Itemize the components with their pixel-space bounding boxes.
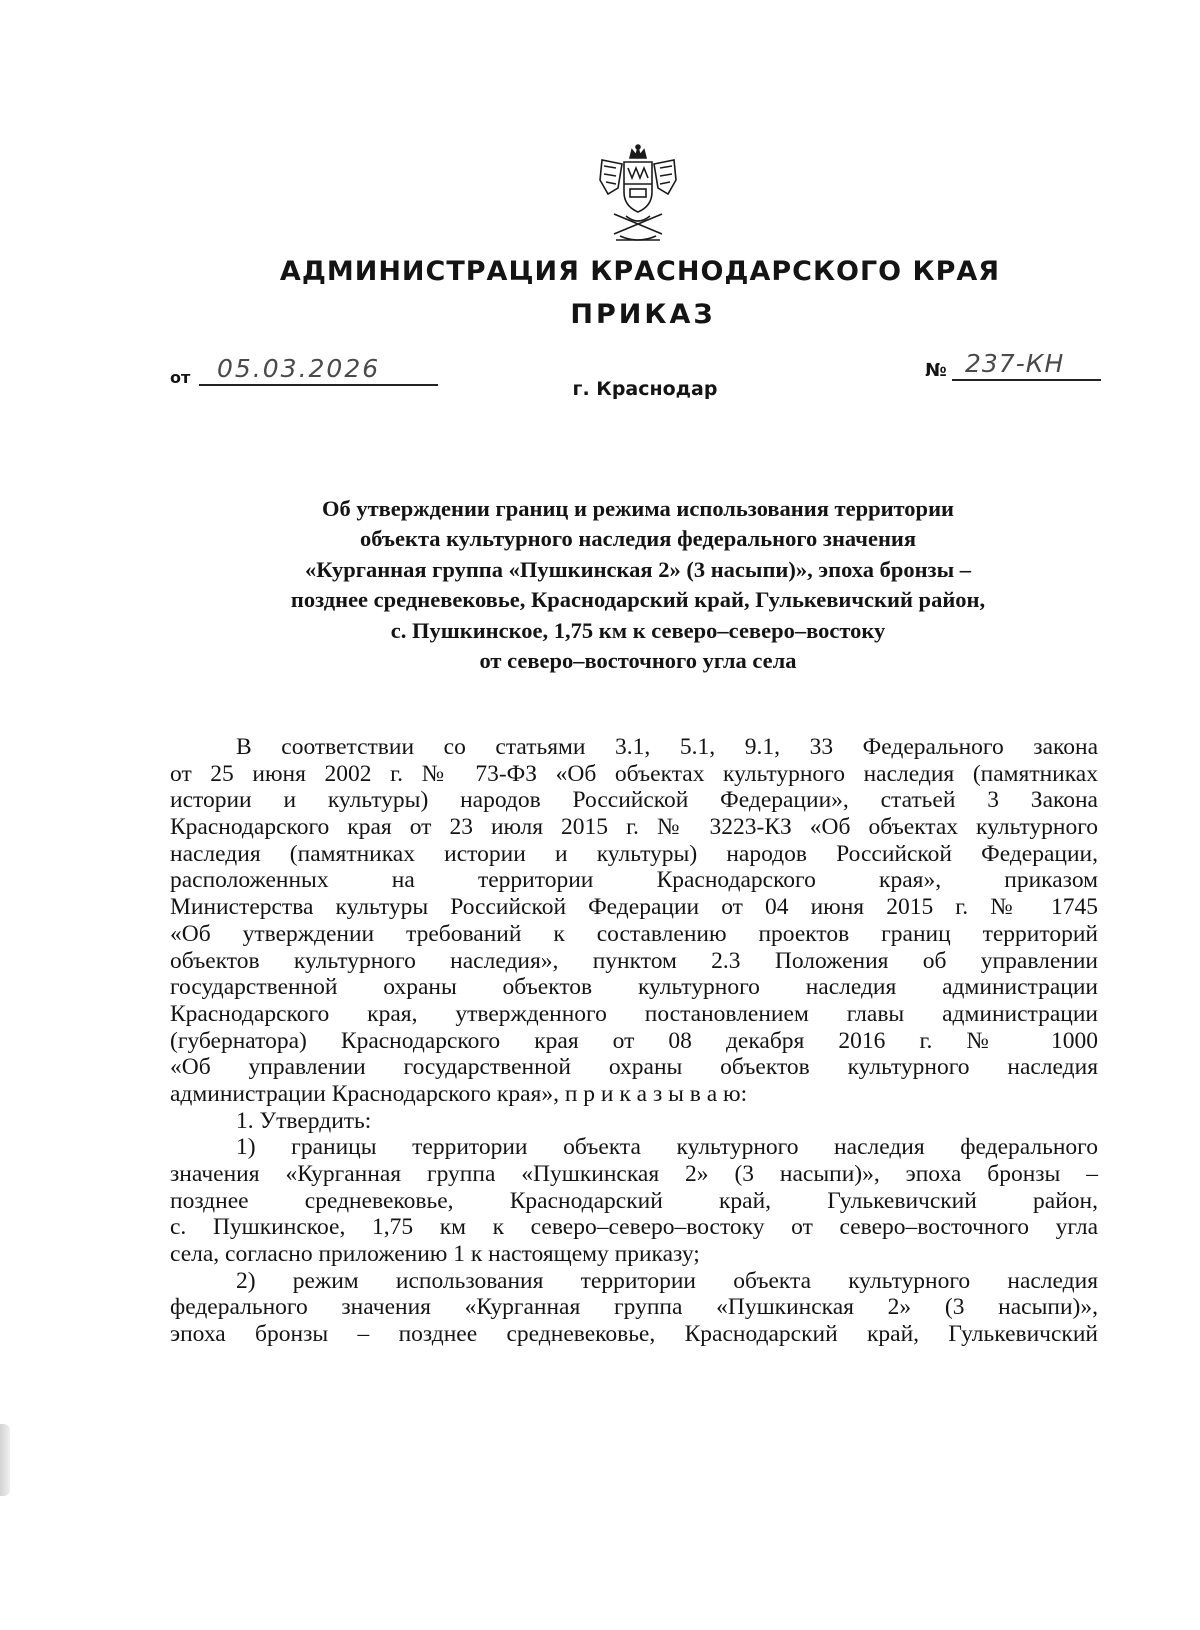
body-line: федерального значения «Курганная группа «Пушкинская 2» (3 насыпи)»,: [170, 1294, 1098, 1321]
body-line: Краснодарского края от 23 июля 2015 г. № 3223-КЗ «Об объектах культурного: [170, 814, 1098, 841]
body-line: 1. Утвердить:: [236, 1107, 372, 1134]
body-line: наследия (памятниках истории и культуры) народов Российской Федерации,: [170, 840, 1098, 867]
title-line: позднее средневековье, Краснодарский край, Гулькевичский район,: [290, 587, 986, 613]
city-name: г. Краснодар: [572, 378, 718, 400]
body-line: значения «Курганная группа «Пушкинская 2» (3 насыпи)», эпоха бронзы –: [170, 1161, 1098, 1187]
document-type: ПРИКАЗ: [570, 299, 716, 330]
body-line: расположенных на территории Краснодарского края», приказом: [170, 867, 1098, 894]
body-line: села, согласно приложению 1 к настоящему приказу;: [170, 1241, 700, 1268]
body-line: «Об утверждении требований к составлению проектов границ территорий: [170, 920, 1098, 947]
body-line: 2) режим использования территории объекта культурного наследия: [236, 1267, 1098, 1294]
body-line: эпоха бронзы – позднее средневековье, Краснодарский край, Гулькевичский: [170, 1321, 1098, 1348]
agency-name: АДМИНИСТРАЦИЯ КРАСНОДАРСКОГО КРАЯ: [279, 256, 1001, 287]
body-line: (губернатора) Краснодарского края от 08 декабря 2016 г. № 1000: [170, 1027, 1098, 1054]
body-line: 1) границы территории объекта культурного наследия федерального: [236, 1134, 1098, 1161]
body-line: с. Пушкинское, 1,75 км к северо–северо–востоку от северо–восточного угла: [170, 1214, 1098, 1241]
handwritten-number: 237-КН: [965, 349, 1065, 378]
body-line: В соответствии со статьями 3.1, 5.1, 9.1, 33 Федерального закона: [236, 734, 1098, 760]
title-line: «Курганная группа «Пушкинская 2» (3 насыпи)», эпоха бронзы –: [304, 556, 972, 582]
body-line: от 25 июня 2002 г. № 73-ФЗ «Об объектах культурного наследия (памятниках: [170, 760, 1098, 787]
body-line: государственной охраны объектов культурного наследия администрации: [170, 974, 1098, 1001]
title-line: с. Пушкинское, 1,75 км к северо–северо–востоку: [390, 617, 886, 643]
body-line: администрации Краснодарского края», п р и к а з ы в а ю:: [170, 1080, 748, 1107]
document-body: [170, 734, 1098, 1348]
body-line: «Об управлении государственной охраны объектов культурного наследия: [170, 1054, 1098, 1081]
handwritten-date: 05.03.2026: [217, 354, 381, 383]
body-line: Министерства культуры Российской Федерации от 04 июня 2015 г. № 1745: [170, 894, 1098, 921]
title-line: объекта культурного наследия федерального значения: [359, 526, 917, 552]
body-line: позднее средневековье, Краснодарский край, Гулькевичский район,: [170, 1187, 1098, 1214]
document-title: [180, 494, 1096, 676]
coat-of-arms-icon: [596, 144, 680, 244]
body-line: Краснодарского края, утвержденного постановлением главы администрации: [170, 1000, 1098, 1027]
body-line: объектов культурного наследия», пунктом 2.3 Положения об управлении: [170, 947, 1098, 974]
number-prefix: №: [925, 360, 947, 381]
scan-edge-mark: [0, 1424, 10, 1496]
title-line: Об утверждении границ и режима использования территории: [321, 496, 955, 521]
title-line: от северо–восточного угла села: [479, 648, 797, 674]
date-prefix: от: [170, 368, 191, 387]
body-line: истории и культуры) народов Российской Федерации», статьей 3 Закона: [170, 787, 1098, 814]
